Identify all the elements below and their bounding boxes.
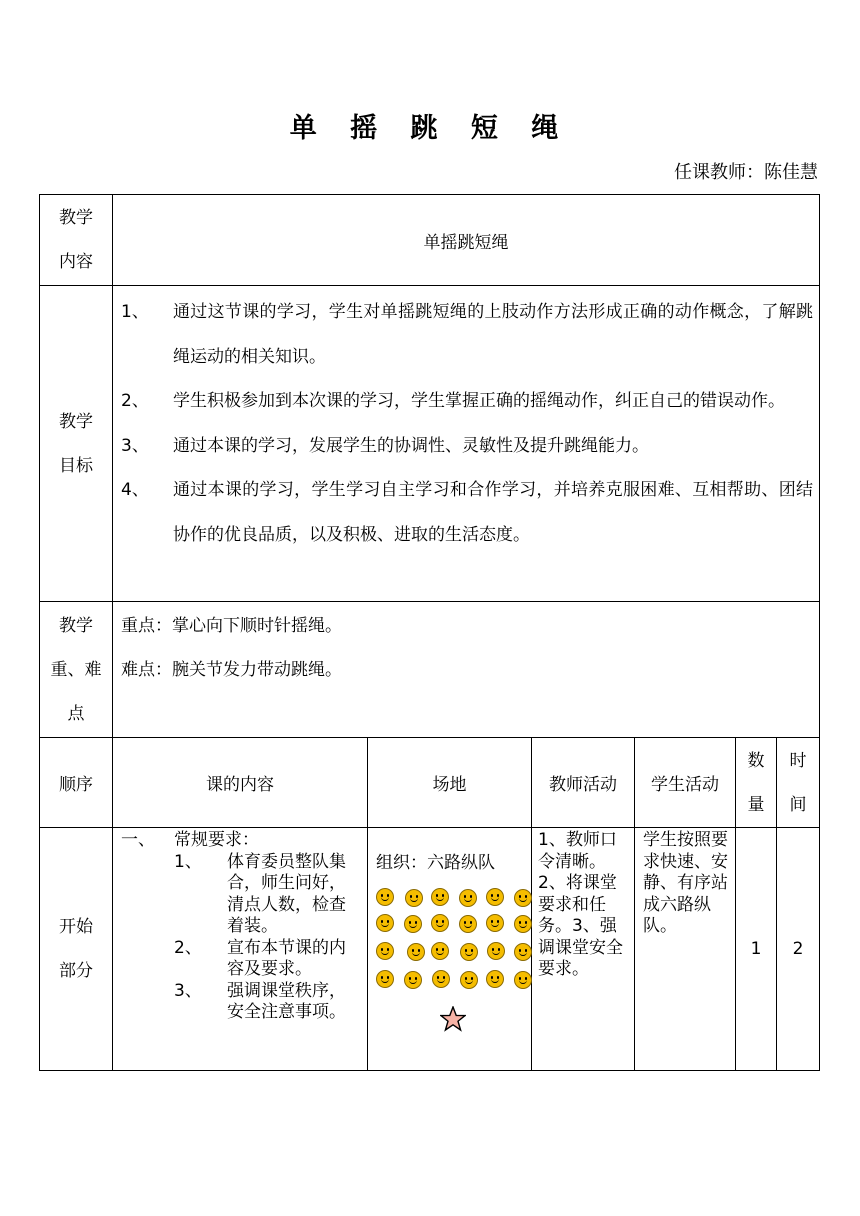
start-row	[40, 828, 820, 1071]
smiley-face-icon	[514, 943, 532, 961]
page-title: 单 摇 跳 短 绳	[289, 113, 571, 144]
teacher-star-icon	[440, 1006, 466, 1032]
goals-row	[40, 286, 820, 602]
goal-item: 4、 通过本课的学习，学生学习自主学习和合作学习，并培养克服困难、互相帮助、团结协作的优良品质，以及积极、进取的生活态度。	[121, 480, 814, 545]
start-content	[113, 828, 368, 1071]
content-item: 1、 体育委员整队集合，师生问好，清点人数，检查着装。	[174, 851, 346, 936]
lesson-plan-table	[39, 194, 820, 1071]
header-quantity: 数 量	[736, 738, 777, 828]
smiley-face-icon	[376, 942, 394, 960]
header-order: 顺序	[40, 738, 113, 828]
start-label: 开始 部分	[40, 828, 113, 1071]
goals-list	[113, 286, 820, 602]
smiley-face-icon	[407, 943, 425, 961]
smiley-face-icon	[432, 970, 450, 988]
content-value: 单摇跳短绳	[113, 195, 820, 286]
content-item: 3、 强调课堂秩序，安全注意事项。	[174, 980, 346, 1022]
smiley-face-icon	[376, 970, 394, 988]
smiley-face-icon	[460, 971, 478, 989]
smiley-face-icon	[514, 971, 532, 989]
goal-item: 1、 通过这节课的学习，学生对单摇跳短绳的上肢动作方法形成正确的动作概念，了解跳绳运动的相关知识。	[121, 302, 814, 367]
smiley-face-icon	[404, 915, 422, 933]
key-points-label: 教学 重、难 点	[40, 602, 113, 738]
smiley-face-icon	[459, 889, 477, 907]
header-row	[40, 738, 820, 828]
smiley-face-icon	[486, 970, 504, 988]
start-quantity: 1	[736, 828, 777, 1071]
smiley-face-icon	[487, 942, 505, 960]
smiley-face-icon	[514, 915, 532, 933]
smiley-face-icon	[514, 889, 532, 907]
key-points-row	[40, 602, 820, 738]
smiley-face-icon	[376, 888, 394, 906]
content-item: 2、 宣布本节课的内容及要求。	[174, 937, 346, 979]
start-venue	[368, 828, 532, 1071]
teacher-name: 任课教师：陈佳慧	[674, 162, 818, 183]
smiley-face-icon	[486, 914, 504, 932]
header-content: 课的内容	[113, 738, 368, 828]
venue-organization: 组织：六路纵队	[376, 853, 495, 873]
smiley-face-icon	[459, 915, 477, 933]
header-teacher-activity: 教师活动	[532, 738, 635, 828]
smiley-face-icon	[431, 942, 449, 960]
goal-item: 2、 学生积极参加到本次课的学习，学生掌握正确的摇绳动作，纠正自己的错误动作。	[121, 391, 785, 411]
content-heading: 一、 常规要求：	[121, 830, 259, 850]
smiley-face-icon	[431, 914, 449, 932]
header-student-activity: 学生活动	[635, 738, 736, 828]
content-label: 教学 内容	[40, 195, 113, 286]
smiley-face-icon	[460, 943, 478, 961]
content-row	[40, 195, 820, 286]
difficult-point: 难点：腕关节发力带动跳绳。	[121, 660, 342, 680]
key-points-content	[113, 602, 820, 738]
start-time: 2	[777, 828, 820, 1071]
smiley-face-icon	[486, 888, 504, 906]
key-point: 重点：掌心向下顺时针摇绳。	[121, 616, 342, 636]
goals-label: 教学 目标	[40, 286, 113, 602]
smiley-face-icon	[376, 914, 394, 932]
goal-item: 3、 通过本课的学习，发展学生的协调性、灵敏性及提升跳绳能力。	[121, 435, 649, 456]
smiley-face-icon	[404, 971, 422, 989]
smiley-face-icon	[405, 889, 423, 907]
header-venue: 场地	[368, 738, 532, 828]
header-time: 时 间	[777, 738, 820, 828]
start-student-activity: 学生按照要求快速、安静、有序站成六路纵队。	[635, 828, 736, 1071]
start-teacher-activity: 1、教师口令清晰。2、将课堂要求和任务。3、强调课堂安全要求。	[532, 828, 635, 1071]
smiley-face-icon	[431, 888, 449, 906]
